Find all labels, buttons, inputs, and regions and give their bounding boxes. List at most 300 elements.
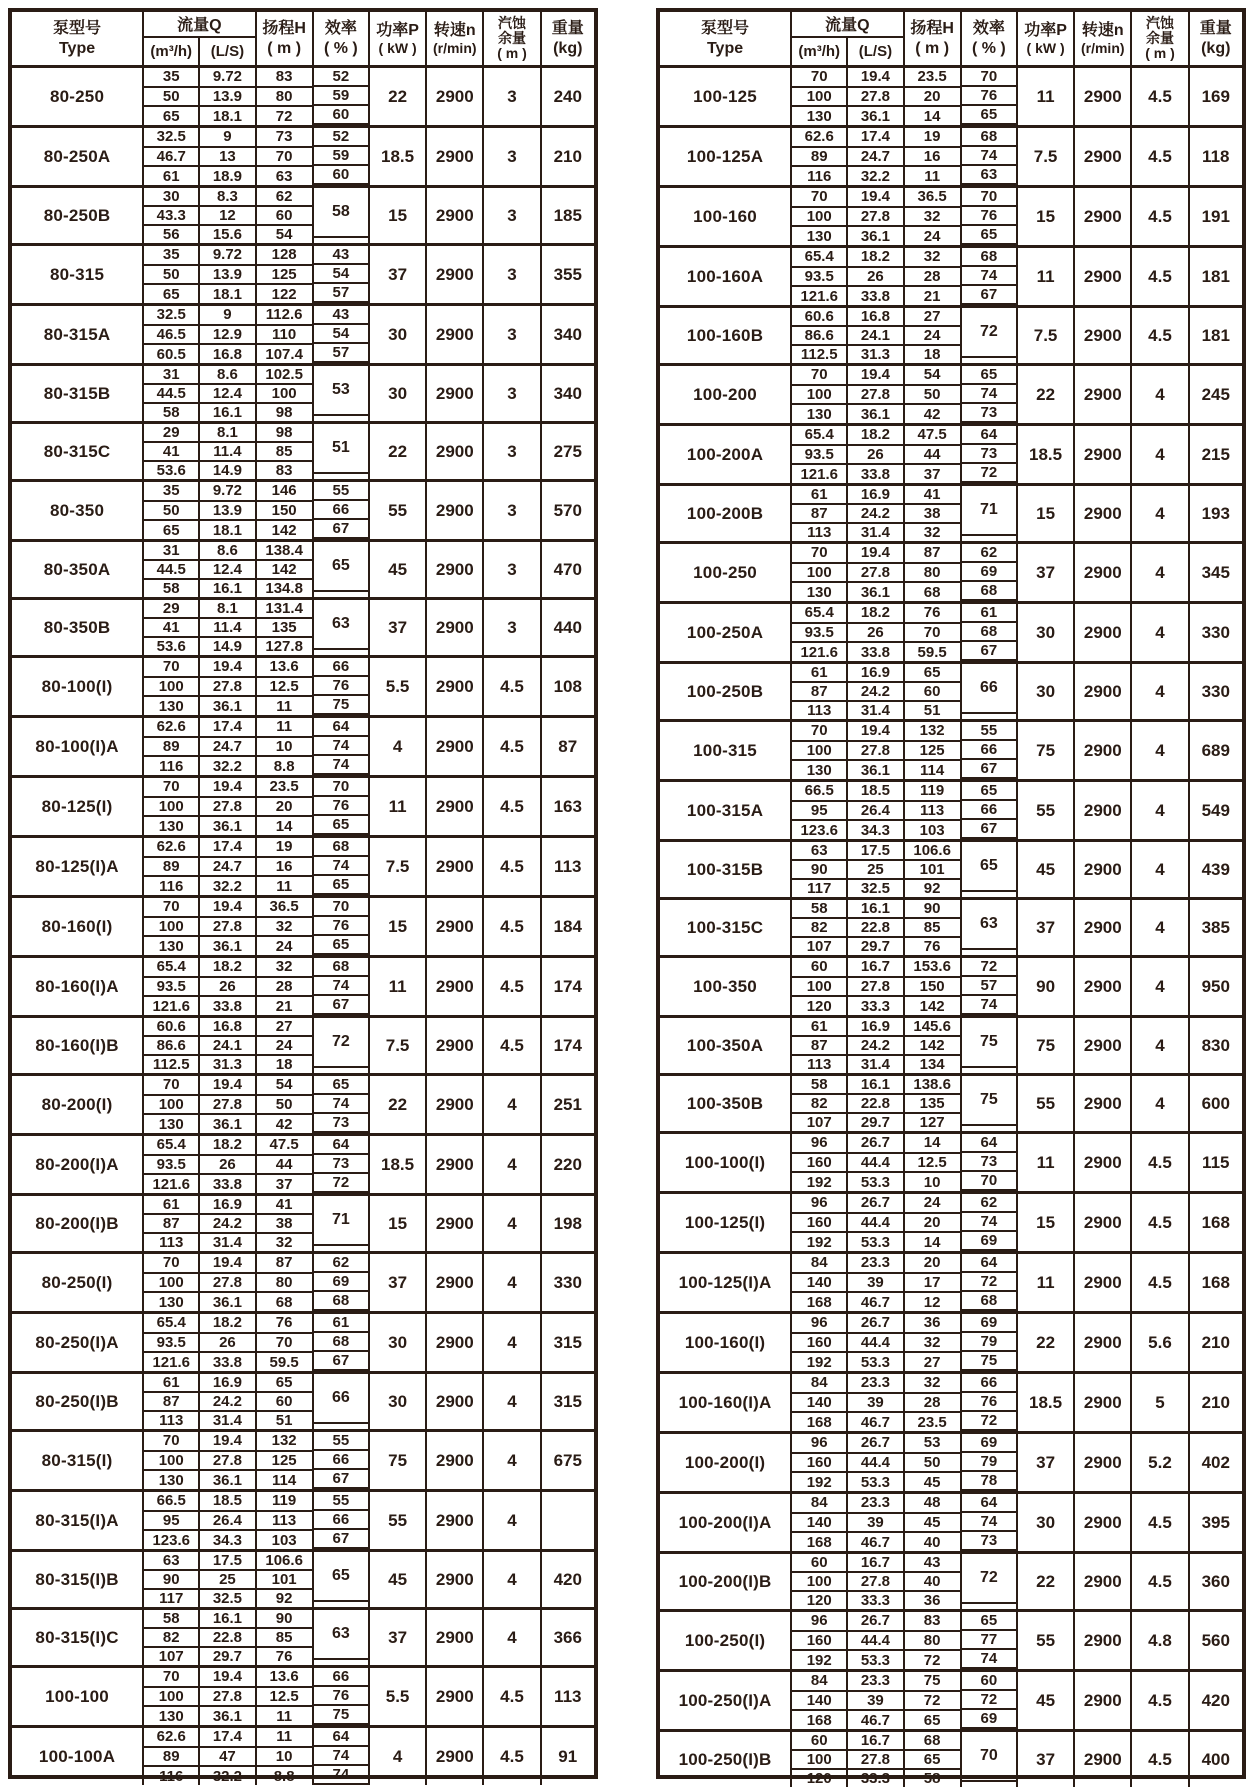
head-value: 24	[257, 1037, 312, 1056]
head-value: 75	[905, 1672, 960, 1692]
flow-m3h-value: 62.6	[144, 838, 198, 858]
head-value: 103	[271, 1531, 297, 1549]
efficiency-value: 66	[962, 1374, 1016, 1393]
efficiency-value: 66	[314, 1511, 368, 1530]
head-cell	[257, 188, 314, 243]
flow-m3h-value: 84	[792, 1254, 846, 1274]
efficiency-value: 69	[962, 1710, 1016, 1729]
flow-ls-cell	[848, 1314, 904, 1371]
head-cell	[905, 1374, 962, 1431]
head-value: 54	[257, 1076, 312, 1096]
flow-m3h-value: 61	[144, 1374, 198, 1393]
flow-m3h-value: 160	[792, 1334, 846, 1354]
npsh-value: 4.5	[1132, 68, 1189, 125]
flow-ls-value: 32.2	[212, 877, 243, 895]
speed-value: 2900	[427, 658, 484, 715]
weight-value: 345	[1201, 562, 1230, 582]
flow-m3h-value: 100	[792, 88, 846, 108]
efficiency-value: 71	[314, 1196, 368, 1246]
type-label-zh: 泵型号	[701, 20, 750, 38]
flow-m3h-value: 58	[162, 580, 180, 597]
flow-m3h-value: 120	[806, 1592, 832, 1609]
head-cell	[257, 68, 314, 125]
flow-m3h-cell	[144, 1374, 200, 1429]
flow-m3h-value: 168	[806, 1711, 832, 1729]
flow-m3h-value: 62.6	[792, 128, 846, 148]
efficiency-unit: ( % )	[323, 39, 358, 57]
head-value: 119	[257, 1492, 312, 1512]
head-value: 37	[923, 465, 941, 483]
head-value: 32	[257, 958, 312, 978]
head-value: 37	[275, 1175, 293, 1193]
head-value: 70	[257, 1334, 312, 1354]
flow-ls-value: 14.9	[212, 638, 243, 655]
power-value: 30	[1018, 1494, 1075, 1551]
power-label: 功率P	[1024, 21, 1067, 39]
flow-m3h-cell	[792, 1134, 848, 1191]
head-value: 32	[905, 1334, 960, 1354]
head-value: 122	[271, 285, 297, 303]
flow-ls-value: 31.4	[860, 524, 891, 541]
flow-ls-value: 8.6	[200, 366, 254, 385]
table-row	[12, 1193, 594, 1251]
head-value: 101	[257, 1571, 312, 1590]
efficiency-cell	[962, 366, 1018, 423]
head-value: 135	[905, 1095, 960, 1114]
flow-ls-value: 26.7	[848, 1194, 902, 1214]
head-cell	[257, 658, 314, 715]
efficiency-value: 65	[962, 1612, 1016, 1631]
head-value: 60	[905, 683, 960, 702]
efficiency-value: 75	[314, 1706, 368, 1725]
pump-type: 100-125	[660, 68, 792, 125]
flow-ls-value: 17.4	[848, 128, 902, 148]
efficiency-cell	[314, 1374, 370, 1429]
flow-m3h-value: 65.4	[792, 248, 846, 268]
power-label: 功率P	[376, 21, 419, 39]
efficiency-value: 72	[962, 464, 1016, 483]
power-value: 22	[1018, 1314, 1075, 1371]
speed-value: 2900	[1075, 1314, 1132, 1371]
head-value: 12.5	[257, 1688, 312, 1708]
efficiency-unit: ( % )	[971, 39, 1006, 57]
flow-ls-cell	[848, 664, 904, 719]
flow-m3h-cell	[792, 1554, 848, 1609]
head-value: 32	[905, 208, 960, 228]
flow-m3h-value: 130	[158, 817, 184, 835]
speed-value: 2900	[1075, 604, 1132, 661]
flow-ls-cell	[848, 308, 904, 363]
pump-type: 100-315C	[660, 900, 792, 955]
weight-value: 689	[1201, 740, 1230, 760]
head-value: 119	[905, 782, 960, 802]
flow-m3h-value: 96	[792, 1314, 846, 1334]
head-value: 20	[257, 798, 312, 818]
efficiency-label: 效率	[972, 20, 1005, 38]
npsh-value: 4.5	[1132, 1554, 1189, 1609]
head-value: 127	[919, 1114, 945, 1131]
flow-unit-ls: (L/S)	[210, 42, 245, 60]
efficiency-value: 62	[314, 1254, 368, 1273]
flow-m3h-value: 95	[792, 802, 846, 822]
flow-ls-value: 16.8	[848, 308, 902, 327]
npsh-value: 3	[484, 246, 541, 303]
head-value: 65	[905, 1751, 960, 1770]
flow-m3h-cell	[792, 68, 848, 125]
flow-ls-value: 18.1	[212, 107, 243, 125]
head-value: 11	[257, 718, 312, 738]
flow-m3h-value: 63	[792, 842, 846, 861]
efficiency-value: 75	[962, 1352, 1016, 1371]
npsh-value: 3	[484, 600, 541, 655]
head-value: 12.5	[905, 1154, 960, 1174]
flow-ls-value: 22.8	[848, 919, 902, 938]
speed-value: 2900	[427, 1136, 484, 1193]
flow-ls-value: 34.3	[212, 1531, 243, 1549]
efficiency-cell	[314, 1552, 370, 1607]
head-cell	[905, 426, 962, 483]
flow-ls-value: 9.72	[200, 68, 254, 88]
flow-ls-cell	[848, 1732, 904, 1787]
flow-ls-cell	[200, 1136, 256, 1193]
efficiency-value: 76	[314, 917, 368, 936]
table-row	[660, 305, 1242, 363]
speed-value: 2900	[1075, 842, 1132, 897]
efficiency-value: 66	[962, 801, 1016, 820]
weight-value: 220	[553, 1154, 582, 1174]
efficiency-cell	[962, 188, 1018, 245]
flow-m3h-value: 100	[144, 678, 198, 698]
speed-value: 2900	[427, 424, 484, 479]
flow-m3h-value: 117	[159, 1590, 184, 1607]
weight-value: 113	[554, 856, 582, 876]
speed-value: 2900	[1075, 664, 1132, 719]
efficiency-value: 74	[314, 756, 368, 775]
efficiency-cell	[962, 722, 1018, 779]
head-value: 17	[905, 1274, 960, 1294]
table-row	[660, 1131, 1242, 1191]
head-label: 扬程H	[262, 20, 306, 38]
head-cell	[905, 1434, 962, 1491]
head-value: 68	[923, 583, 941, 601]
flow-ls-value: 19.4	[200, 898, 254, 918]
efficiency-cell	[962, 248, 1018, 305]
efficiency-value: 52	[314, 68, 368, 87]
flow-m3h-value: 46.5	[144, 326, 198, 346]
weight-value: 400	[1201, 1749, 1230, 1769]
flow-m3h-value: 130	[158, 1707, 184, 1725]
efficiency-value: 66	[314, 501, 368, 520]
npsh-value: 4.5	[1132, 1254, 1189, 1311]
flow-ls-value: 32.2	[212, 757, 243, 775]
efficiency-value: 76	[314, 1687, 368, 1706]
flow-ls-value: 17.4	[200, 838, 254, 858]
head-value: 142	[257, 561, 312, 580]
efficiency-value: 65	[962, 842, 1016, 892]
flow-ls-value: 25	[200, 1571, 254, 1590]
npsh-value: 4	[1132, 604, 1189, 661]
pump-type: 80-200(I)	[12, 1076, 144, 1133]
power-value: 45	[1018, 1672, 1075, 1729]
table-row	[660, 1729, 1242, 1787]
flow-ls-value: 19.4	[200, 778, 254, 798]
weight-value: 210	[553, 146, 582, 166]
flow-m3h-value: 89	[144, 738, 198, 758]
head-value: 63	[275, 167, 293, 185]
head-value: 142	[271, 521, 297, 539]
flow-ls-value: 36.1	[860, 583, 891, 601]
head-value: 32	[923, 524, 941, 541]
flow-label: 流量Q	[144, 12, 254, 38]
flow-m3h-cell	[792, 1018, 848, 1073]
flow-ls-value: 26.4	[848, 802, 902, 822]
head-value: 92	[923, 880, 941, 897]
flow-ls-value: 23.3	[848, 1374, 902, 1394]
weight-value: 163	[553, 796, 582, 816]
head-value: 76	[257, 1314, 312, 1334]
flow-ls-value: 33.8	[860, 465, 891, 483]
efficiency-cell	[962, 128, 1018, 185]
flow-ls-cell	[200, 1552, 256, 1607]
flow-m3h-value: 100	[144, 1274, 198, 1294]
efficiency-value: 64	[314, 1136, 368, 1155]
efficiency-value: 64	[314, 718, 368, 737]
flow-m3h-value: 100	[144, 918, 198, 938]
flow-ls-cell	[848, 68, 904, 125]
efficiency-value: 69	[962, 1434, 1016, 1453]
efficiency-cell	[314, 1314, 370, 1371]
efficiency-value: 60	[314, 106, 368, 125]
head-value: 11	[276, 697, 293, 715]
flow-m3h-value: 140	[792, 1394, 846, 1414]
flow-ls-value: 33.3	[860, 1592, 891, 1609]
flow-m3h-cell	[144, 1492, 200, 1549]
flow-m3h-value: 112.5	[800, 346, 838, 363]
flow-ls-value: 27.8	[848, 564, 902, 584]
power-value: 15	[370, 188, 427, 243]
table-row	[660, 1191, 1242, 1251]
flow-m3h-value: 112.5	[152, 1056, 190, 1073]
flow-ls-value: 16.1	[212, 404, 243, 421]
flow-ls-value: 9.72	[200, 246, 254, 266]
weight-value: 340	[553, 324, 582, 344]
speed-value: 2900	[1075, 308, 1132, 363]
flow-m3h-cell	[792, 366, 848, 423]
npsh-value: 5	[1132, 1374, 1189, 1431]
pump-type: 80-125(I)A	[12, 838, 144, 895]
npsh-value: 4	[1132, 366, 1189, 423]
pump-type: 80-200(I)A	[12, 1136, 144, 1193]
speed-value: 2900	[427, 1552, 484, 1607]
flow-m3h-value: 116	[159, 1767, 184, 1785]
head-value: 19	[257, 838, 312, 858]
efficiency-cell	[962, 842, 1018, 897]
flow-m3h-value: 87	[792, 505, 846, 524]
pump-type: 80-315C	[12, 424, 144, 479]
head-value: 150	[905, 978, 960, 998]
efficiency-value: 67	[962, 286, 1016, 305]
speed-value: 2900	[1075, 1612, 1132, 1669]
power-value: 15	[1018, 188, 1075, 245]
flow-ls-value: 53.3	[860, 1353, 891, 1371]
pump-table-left	[8, 8, 598, 1785]
flow-ls-value: 24.2	[200, 1393, 254, 1412]
efficiency-value: 72	[962, 1412, 1016, 1431]
head-value: 58	[923, 1770, 941, 1787]
efficiency-value: 75	[962, 1076, 1016, 1126]
flow-m3h-value: 65.4	[144, 1136, 198, 1156]
flow-m3h-cell	[144, 246, 200, 303]
head-value: 92	[275, 1590, 293, 1607]
flow-ls-cell	[200, 1314, 256, 1371]
efficiency-value: 76	[962, 87, 1016, 106]
flow-m3h-value: 87	[792, 683, 846, 702]
flow-m3h-value: 53.6	[156, 462, 186, 479]
head-cell	[257, 1196, 314, 1251]
flow-unit-m3h: (m³/h)	[792, 38, 848, 65]
pump-type: 100-250(I)	[660, 1612, 792, 1669]
weight-value: 174	[553, 976, 582, 996]
npsh-value: 4.5	[1132, 128, 1189, 185]
flow-ls-value: 18.2	[848, 604, 902, 624]
power-value: 7.5	[370, 1018, 427, 1073]
head-value: 20	[905, 88, 960, 108]
pump-type: 100-250B	[660, 664, 792, 719]
flow-m3h-value: 96	[792, 1434, 846, 1454]
head-value: 128	[257, 246, 312, 266]
flow-m3h-cell	[144, 68, 200, 125]
flow-m3h-value: 65.4	[144, 958, 198, 978]
table-row	[12, 955, 594, 1015]
flow-ls-cell	[848, 426, 904, 483]
flow-m3h-value: 192	[806, 1233, 832, 1251]
table-row	[660, 125, 1242, 185]
flow-m3h-value: 100	[792, 1751, 846, 1770]
flow-m3h-value: 96	[792, 1134, 846, 1154]
speed-value: 2900	[427, 718, 484, 775]
efficiency-value: 72	[962, 1691, 1016, 1710]
flow-m3h-value: 61	[792, 1018, 846, 1037]
pump-type: 100-100A	[12, 1728, 144, 1785]
head-value: 83	[257, 68, 312, 88]
head-cell	[257, 542, 314, 597]
efficiency-cell	[962, 604, 1018, 661]
head-value: 10	[257, 1748, 312, 1768]
efficiency-value: 68	[962, 128, 1016, 147]
flow-m3h-value: 100	[792, 386, 846, 406]
column-header-weight	[1190, 12, 1242, 65]
flow-m3h-value: 93.5	[144, 1156, 198, 1176]
weight-value: 439	[1201, 859, 1230, 879]
weight-value: 181	[1201, 266, 1230, 286]
efficiency-cell	[314, 600, 370, 655]
speed-value: 2900	[1075, 426, 1132, 483]
head-value: 32	[905, 248, 960, 268]
weight-unit: (kg)	[1201, 39, 1231, 57]
efficiency-value: 69	[962, 1232, 1016, 1251]
head-value: 101	[905, 861, 960, 880]
efficiency-cell	[314, 128, 370, 185]
efficiency-value: 67	[314, 520, 368, 539]
head-cell	[257, 306, 314, 363]
weight-unit: (kg)	[553, 39, 583, 57]
npsh-value: 3	[484, 482, 541, 539]
efficiency-value: 54	[314, 325, 368, 344]
head-value: 27	[923, 1353, 941, 1371]
table-row	[660, 1251, 1242, 1311]
flow-m3h-value: 100	[792, 1573, 846, 1592]
flow-m3h-cell	[144, 366, 200, 421]
head-cell	[905, 1732, 962, 1787]
flow-ls-value: 36.1	[860, 107, 891, 125]
efficiency-value: 65	[314, 1552, 368, 1602]
efficiency-value: 72	[962, 1554, 1016, 1604]
head-value: 113	[257, 1512, 312, 1532]
head-value: 83	[275, 462, 293, 479]
efficiency-value: 65	[962, 782, 1016, 801]
flow-m3h-cell	[792, 1194, 848, 1251]
pump-type: 80-315(I)C	[12, 1610, 144, 1665]
table-row	[660, 1311, 1242, 1371]
head-value: 107.4	[265, 345, 303, 363]
pump-type: 80-250A	[12, 128, 144, 185]
power-value: 55	[370, 482, 427, 539]
speed-value: 2900	[1075, 1194, 1132, 1251]
npsh-value: 4	[484, 1196, 541, 1251]
flow-ls-value: 15.6	[212, 226, 243, 243]
head-value: 131.4	[257, 600, 312, 619]
flow-m3h-value: 130	[158, 1293, 184, 1311]
weight-value: 675	[553, 1450, 582, 1470]
npsh-value: 4	[484, 1076, 541, 1133]
flow-ls-value: 32.2	[860, 167, 891, 185]
flow-m3h-value: 113	[807, 1056, 832, 1073]
head-value: 21	[275, 997, 293, 1015]
pump-type: 80-315	[12, 246, 144, 303]
flow-ls-value: 24.7	[200, 858, 254, 878]
efficiency-value: 59	[314, 147, 368, 166]
pump-type: 80-250	[12, 68, 144, 125]
head-value: 36.5	[905, 188, 960, 208]
head-value: 80	[905, 1632, 960, 1652]
speed-value: 2900	[1075, 1254, 1132, 1311]
flow-m3h-value: 93.5	[792, 268, 846, 288]
column-header-speed	[1075, 12, 1132, 65]
efficiency-cell	[314, 246, 370, 303]
flow-m3h-cell	[144, 482, 200, 539]
efficiency-cell	[314, 1076, 370, 1133]
table-row	[12, 1015, 594, 1073]
weight-value: 330	[553, 1272, 582, 1292]
flow-ls-value: 16.9	[848, 486, 902, 505]
efficiency-cell	[962, 1554, 1018, 1609]
flow-m3h-value: 44.5	[144, 561, 198, 580]
speed-value: 2900	[1075, 1732, 1132, 1787]
power-unit: ( kW )	[378, 39, 417, 56]
efficiency-value: 76	[962, 207, 1016, 226]
power-value: 55	[1018, 782, 1075, 839]
efficiency-cell	[962, 1612, 1018, 1669]
power-value: 75	[1018, 722, 1075, 779]
pump-type: 100-200(I)B	[660, 1554, 792, 1609]
weight-value: 420	[1201, 1690, 1230, 1710]
weight-value: 570	[553, 500, 582, 520]
head-value: 59.5	[269, 1353, 299, 1371]
speed-label: 转速n	[433, 21, 476, 39]
table-row	[12, 1371, 594, 1429]
table-row	[12, 1133, 594, 1193]
flow-ls-value: 24.2	[848, 1037, 902, 1056]
